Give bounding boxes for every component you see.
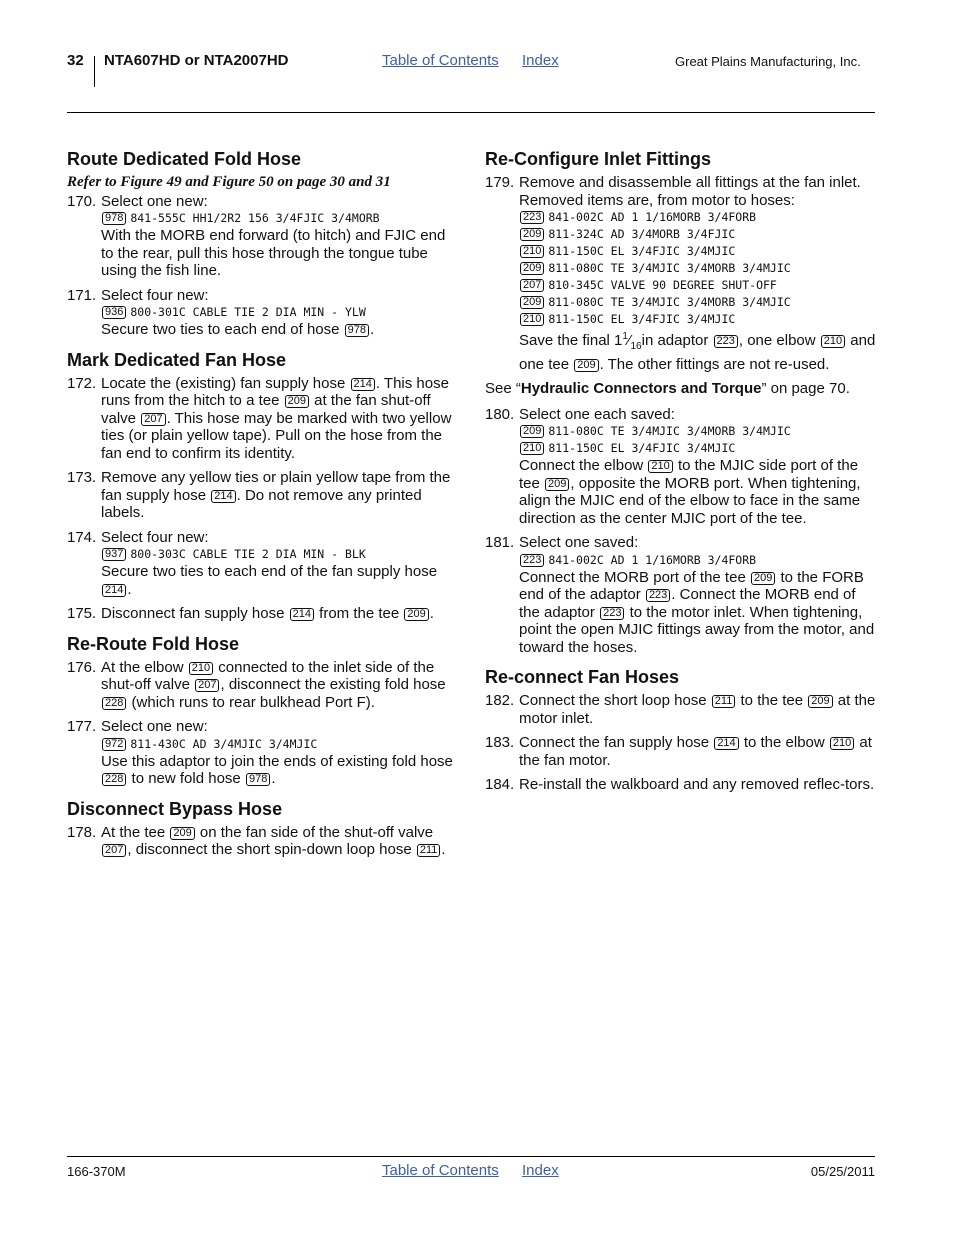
part-line: [519, 226, 877, 243]
part-text: 811-150C EL 3/4FJIC 3/4MJIC: [548, 441, 736, 455]
callout-box: 936: [102, 306, 126, 319]
part-line: [101, 736, 459, 753]
fraction-slash: ⁄: [627, 332, 631, 349]
callout-box: 210: [520, 313, 544, 326]
callout-box: 209: [808, 695, 832, 708]
part-text: 811-080C TE 3/4MJIC 3/4MORB 3/4MJIC: [548, 424, 791, 438]
fraction-numerator: 1: [622, 331, 628, 342]
step-description: [519, 457, 877, 527]
text-run: , one elbow: [738, 332, 816, 349]
step-text: [519, 734, 877, 769]
part-line: [519, 552, 877, 569]
step-number: 173.: [67, 469, 97, 486]
step-170: [67, 193, 459, 280]
step-number: 182.: [485, 692, 515, 709]
text-run: , disconnect the existing fold hose: [220, 676, 446, 693]
step-number: 171.: [67, 286, 97, 304]
callout-box: 210: [830, 737, 854, 750]
text-run: Secure two ties to each end of the fan supply hose: [101, 563, 438, 580]
text-run: ” on page 70.: [761, 380, 850, 397]
callout-box: 978: [246, 773, 270, 786]
step-181: [485, 534, 877, 656]
text-run: Connect the short loop hose: [519, 692, 707, 709]
part-text: 800-301C CABLE TIE 2 DIA MIN - YLW: [130, 305, 366, 319]
company-name: Great Plains Manufacturing, Inc.: [675, 54, 861, 69]
callout-box: 210: [821, 335, 845, 348]
text-run: Disconnect fan supply hose: [101, 605, 285, 622]
fraction-denominator: 16: [630, 341, 642, 352]
text-run: on the fan side of the shut-off valve: [195, 823, 434, 841]
section-reroute-fold-hose: [67, 633, 459, 788]
step-text: Select four new:: [101, 528, 209, 546]
text-run: At the elbow: [101, 658, 184, 676]
callout-box: 210: [648, 460, 672, 473]
cross-reference-title: Hydraulic Connectors and Torque: [520, 380, 762, 397]
text-run: Connect the elbow: [519, 457, 644, 474]
part-line: [519, 260, 877, 277]
text-run: at the fan motor.: [519, 734, 872, 769]
step-176: [67, 659, 459, 712]
text-run: . This hose runs from the hitch to a tee: [101, 374, 449, 409]
text-run: .: [127, 580, 132, 598]
step-174: [67, 529, 459, 599]
part-line: [519, 423, 877, 440]
right-column: [485, 148, 877, 804]
part-text: 810-345C VALVE 90 DEGREE SHUT-OFF: [548, 278, 777, 292]
step-184: [485, 776, 877, 794]
header-divider: [94, 56, 95, 87]
part-text: 841-002C AD 1 1/16MORB 3/4FORB: [548, 552, 757, 567]
callout-box: 209: [574, 359, 598, 372]
text-run: Locate the (existing) fan supply hose: [101, 374, 346, 392]
text-run: At the tee: [101, 823, 166, 841]
callout-box: 223: [646, 589, 670, 602]
part-line: [519, 440, 877, 457]
part-line: [519, 311, 877, 328]
callout-box: 209: [170, 827, 194, 840]
text-run: in adaptor: [641, 332, 709, 349]
text-run: at the motor inlet.: [519, 692, 876, 727]
text-run: connected to the inlet side of the shut-off valve: [101, 658, 435, 693]
step-179: [485, 174, 877, 373]
callout-box: 207: [102, 844, 126, 857]
part-text: 811-080C TE 3/4MJIC 3/4MORB 3/4MJIC: [548, 295, 791, 309]
part-text: 811-324C AD 3/4MORB 3/4FJIC: [548, 227, 736, 241]
step-text: Select one new:: [101, 718, 208, 735]
section-title: Route Dedicated Fold Hose: [67, 149, 302, 169]
callout-box: 228: [102, 773, 126, 786]
part-text: 841-002C AD 1 1/16MORB 3/4FORB: [548, 210, 757, 224]
step-number: 183.: [485, 734, 515, 751]
see-reference: [485, 380, 877, 398]
figure-reference: Refer to Figure 49 and Figure 50 on page 30 and 31: [67, 174, 391, 190]
step-description: [101, 753, 459, 788]
part-text: 800-303C CABLE TIE 2 DIA MIN - BLK: [130, 547, 366, 561]
callout-box: 214: [714, 737, 738, 750]
text-run: . The other fittings are not re-used.: [599, 355, 830, 373]
section-title: Re-Configure Inlet Fittings: [485, 149, 711, 169]
text-run: . Connect the MORB end of the adaptor: [519, 586, 856, 621]
part-line: [101, 304, 459, 321]
step-number: 179.: [485, 174, 515, 191]
document-code: 166-370M: [67, 1164, 126, 1179]
callout-box: 978: [102, 212, 126, 225]
part-line: [519, 294, 877, 311]
section-disconnect-bypass-hose: [67, 798, 459, 859]
callout-box: 209: [404, 608, 428, 621]
step-171: [67, 287, 459, 339]
text-run: . This hose may be marked with two yellow ties (or plain yellow tape). Pull on the hose from the fan end to confirm its identity.: [101, 409, 452, 462]
section-title: Re-connect Fan Hoses: [485, 667, 680, 687]
callout-box: 209: [520, 262, 544, 275]
footer-rule: [67, 1156, 875, 1157]
text-run: from the tee: [314, 605, 400, 622]
step-text: Select four new:: [101, 286, 209, 304]
section-reconfigure-inlet: [485, 148, 877, 656]
callout-box: 209: [520, 425, 544, 438]
text-run: . Do not remove any printed labels.: [101, 486, 422, 521]
step-178: [67, 824, 459, 859]
callout-box: 207: [520, 279, 544, 292]
step-number: 170.: [67, 192, 97, 210]
callout-box: 209: [285, 395, 309, 408]
callout-box: 214: [102, 584, 126, 597]
callout-box: 972: [102, 738, 126, 751]
text-run: Secure two ties to each end of hose: [101, 321, 340, 338]
callout-box: 207: [141, 413, 165, 426]
step-description: [519, 569, 877, 657]
callout-box: 209: [520, 228, 544, 241]
text-run: Connect the MORB port of the tee: [519, 568, 746, 586]
step-description: With the MORB end forward (to hitch) and FJIC end to the rear, pull this hose through the tongue tube using the fish line.: [101, 227, 446, 279]
text-run: to the motor inlet. When tightening, point the open MJIC fittings away from the motor, and toward the hoses.: [519, 603, 875, 656]
text-run: to the FORB end of the adaptor: [519, 568, 864, 603]
part-text: 811-150C EL 3/4FJIC 3/4MJIC: [548, 244, 736, 258]
step-description: [519, 328, 877, 373]
part-line: [519, 209, 877, 226]
callout-box: 214: [290, 608, 314, 621]
step-177: [67, 718, 459, 788]
step-172: [67, 375, 459, 463]
text-run: and one tee: [519, 332, 876, 373]
callout-box: 228: [102, 697, 126, 710]
callout-box: 223: [714, 335, 738, 348]
part-text: 841-555C HH1/2R2 156 3/4FJIC 3/4MORB: [130, 211, 380, 225]
document-date: 05/25/2011: [810, 1164, 875, 1179]
step-number: 178.: [67, 823, 97, 841]
document-title: NTA607HD or NTA2007HD: [104, 52, 289, 69]
callout-box: 223: [520, 211, 544, 224]
text-run: .: [370, 321, 375, 338]
part-line: [101, 210, 459, 227]
step-text: [101, 375, 459, 463]
callout-box: 937: [102, 548, 126, 561]
step-text: [101, 824, 459, 859]
step-number: 174.: [67, 528, 97, 546]
step-180: [485, 406, 877, 528]
step-text: [101, 605, 459, 623]
text-run: .: [271, 770, 276, 787]
text-run: to the tee: [736, 692, 804, 709]
callout-box: 209: [520, 296, 544, 309]
callout-box: 209: [545, 478, 569, 491]
text-run: (which runs to rear bulkhead Port F).: [127, 693, 375, 711]
step-number: 184.: [485, 776, 515, 793]
left-column: [67, 148, 459, 869]
section-title: Re-Route Fold Hose: [67, 633, 240, 654]
step-number: 176.: [67, 658, 97, 676]
callout-box: 978: [345, 324, 369, 337]
callout-box: 210: [189, 662, 213, 675]
step-number: 181.: [485, 534, 515, 551]
step-text: Select one new:: [101, 192, 208, 210]
text-run: Connect the fan supply hose: [519, 734, 710, 751]
step-175: [67, 605, 459, 623]
step-text: Remove and disassemble all fittings at the fan inlet. Removed items are, from motor to hoses:: [519, 174, 861, 209]
callout-box: 211: [417, 844, 441, 857]
header-toc-link[interactable]: Table of Contents: [382, 52, 499, 69]
text-run: to new fold hose: [127, 770, 241, 787]
section-reconnect-fan-hoses: [485, 666, 877, 794]
header-rule: [67, 112, 875, 113]
text-run: at the fan shut-off valve: [101, 392, 431, 427]
text-run: , disconnect the short spin-down loop hose: [127, 841, 412, 858]
step-number: 180.: [485, 405, 515, 423]
part-line: [519, 243, 877, 260]
step-183: [485, 734, 877, 769]
step-number: 172.: [67, 374, 97, 392]
text-run: to the elbow: [739, 734, 825, 751]
text-run: Save the final 1: [519, 332, 623, 349]
step-description: [101, 321, 459, 339]
step-182: [485, 692, 877, 727]
section-title: Disconnect Bypass Hose: [67, 798, 283, 819]
text-run: Use this adaptor to join the ends of existing fold hose: [101, 752, 453, 770]
callout-box: 223: [520, 554, 544, 567]
page-number: 32: [67, 52, 84, 69]
part-line: [101, 546, 459, 563]
footer-index-link[interactable]: Index: [522, 1162, 559, 1179]
part-text: 811-080C TE 3/4MJIC 3/4MORB 3/4MJIC: [548, 261, 791, 275]
callout-box: 214: [351, 378, 375, 391]
callout-box: 209: [751, 572, 775, 585]
callout-box: 223: [600, 607, 624, 620]
step-text: [101, 469, 459, 522]
text-run: Remove any yellow ties or plain yellow tape from the fan supply hose: [101, 469, 451, 504]
section-route-fold-hose: [67, 148, 459, 339]
part-text: 811-150C EL 3/4FJIC 3/4MJIC: [548, 312, 736, 326]
step-number: 177.: [67, 718, 97, 735]
footer-toc-link[interactable]: Table of Contents: [382, 1162, 499, 1179]
step-173: [67, 469, 459, 522]
callout-box: 210: [520, 442, 544, 455]
step-text: Select one saved:: [519, 534, 639, 551]
step-text: [101, 659, 459, 712]
step-number: 175.: [67, 605, 97, 622]
step-description: [101, 563, 459, 598]
step-text: Select one each saved:: [519, 405, 675, 423]
text-run: , opposite the MORB port. When tightening, align the MJIC end of the elbow to face in the same direction as the center MJIC port of the tee.: [519, 474, 861, 527]
section-mark-fan-hose: [67, 349, 459, 623]
callout-box: 207: [195, 679, 219, 692]
step-text: [519, 692, 877, 727]
header-index-link[interactable]: Index: [522, 52, 559, 69]
text-run: .: [441, 841, 446, 858]
part-text: 811-430C AD 3/4MJIC 3/4MJIC: [130, 736, 318, 751]
callout-box: 214: [211, 490, 235, 503]
text-run: to the MJIC side port of the tee: [519, 457, 859, 492]
text-run: See “: [485, 380, 521, 397]
step-text: Re-install the walkboard and any removed reflec-tors.: [519, 776, 875, 793]
text-run: .: [429, 605, 434, 622]
part-line: [519, 277, 877, 294]
section-title: Mark Dedicated Fan Hose: [67, 349, 287, 370]
callout-box: 210: [520, 245, 544, 258]
callout-box: 211: [712, 695, 736, 708]
